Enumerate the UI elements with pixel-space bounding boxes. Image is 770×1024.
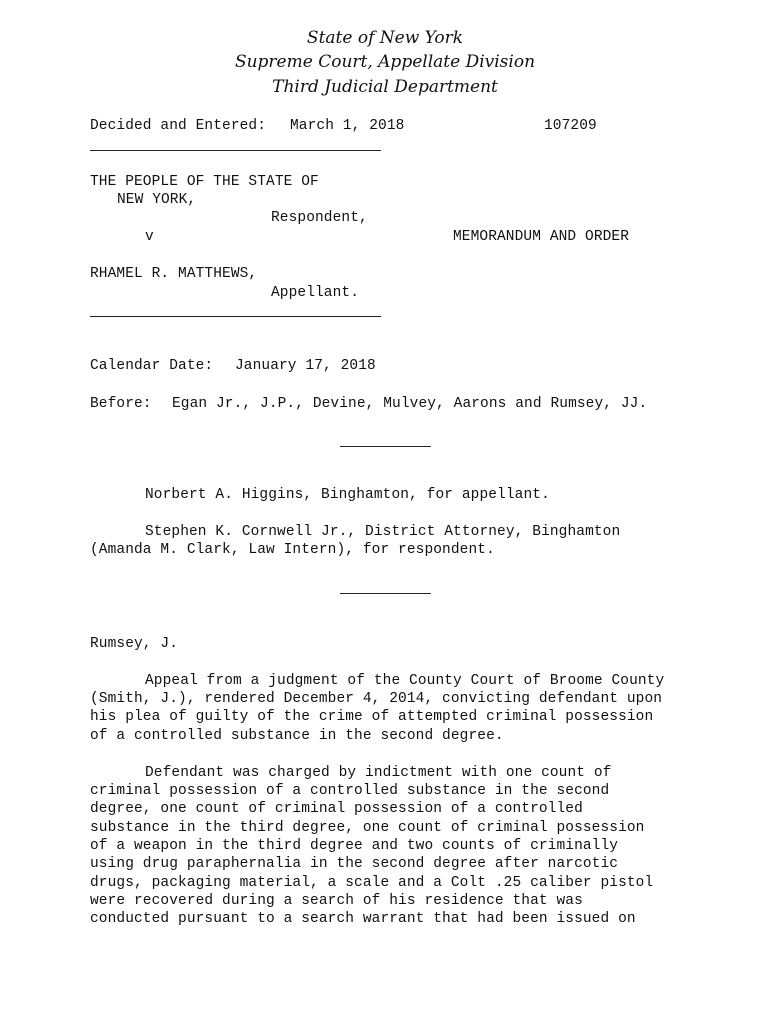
order-type: MEMORANDUM AND ORDER (453, 229, 630, 245)
text-line: were recovered during a search of his residence that was (90, 893, 583, 909)
court-state: State of New York (306, 28, 464, 48)
versus: v (145, 229, 154, 245)
counsel-respondent-line1: Stephen K. Cornwell Jr., District Attorney, Binghamton (145, 524, 621, 540)
calendar-label: Calendar Date: (90, 358, 214, 374)
before-judges: Egan Jr., J.P., Devine, Mulvey, Aarons and Rumsey, JJ. (172, 396, 648, 412)
text-line: criminal possession of a controlled substance in the second (90, 783, 610, 799)
party1-role: Respondent, (271, 210, 368, 226)
decided-label: Decided and Entered: (90, 118, 267, 134)
text-line: drugs, packaging material, a scale and a Colt .25 caliber pistol (90, 875, 654, 891)
text-line: of a controlled substance in the second degree. (90, 728, 504, 744)
opinion-author: Rumsey, J. (90, 636, 179, 652)
text-line: conducted pursuant to a search warrant that had been issued on (90, 911, 636, 927)
party1-line2: NEW YORK, (117, 192, 197, 208)
caption-bottom-rule (90, 316, 381, 317)
calendar-date: January 17, 2018 (235, 358, 376, 374)
text-line: of a weapon in the third degree and two counts of criminally (90, 838, 619, 854)
before-label: Before: (90, 396, 152, 412)
counsel-appellant: Norbert A. Higgins, Binghamton, for appellant. (145, 487, 550, 503)
text-line: using drug paraphernalia in the second degree after narcotic (90, 856, 619, 872)
party2-role: Appellant. (271, 285, 360, 301)
counsel-respondent-line2: (Amanda M. Clark, Law Intern), for respondent. (90, 542, 495, 558)
text-line: his plea of guilty of the crime of attempted criminal possession (90, 709, 654, 725)
court-department: Third Judicial Department (272, 77, 498, 97)
docket-number: 107209 (544, 118, 597, 134)
section-divider (340, 446, 431, 447)
party1-line1: THE PEOPLE OF THE STATE OF (90, 174, 319, 190)
text-line: Defendant was charged by indictment with one count of (145, 765, 612, 781)
party2-name: RHAMEL R. MATTHEWS, (90, 266, 258, 282)
text-line: (Smith, J.), rendered December 4, 2014, convicting defendant upon (90, 691, 663, 707)
section-divider (340, 593, 431, 594)
court-name: Supreme Court, Appellate Division (234, 52, 536, 72)
text-line: substance in the third degree, one count of criminal possession (90, 820, 645, 836)
decided-date: March 1, 2018 (290, 118, 405, 134)
caption-top-rule (90, 150, 381, 151)
text-line: degree, one count of criminal possession of a controlled (90, 801, 583, 817)
text-line: Appeal from a judgment of the County Court of Broome County (145, 673, 665, 689)
